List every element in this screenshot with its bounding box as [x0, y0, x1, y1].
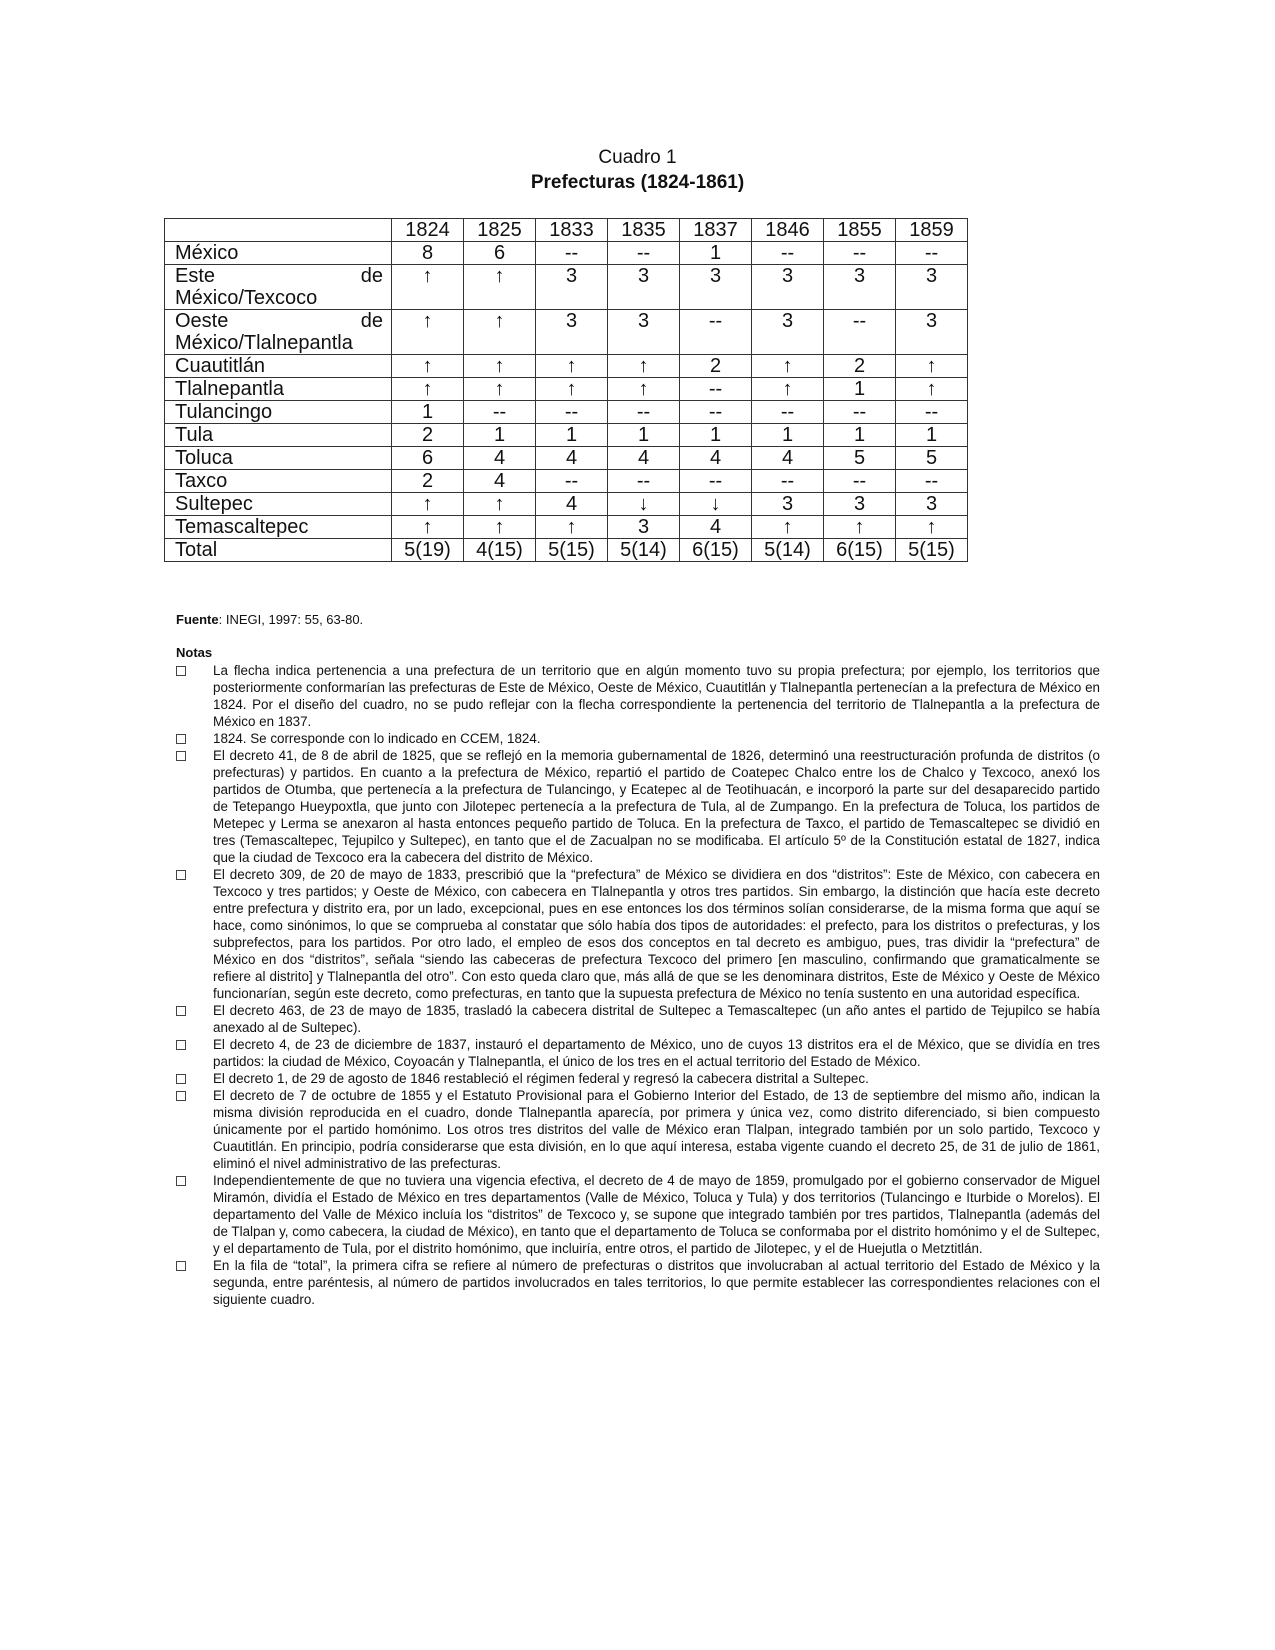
source-text: : INEGI, 1997: 55, 63-80. — [218, 612, 364, 627]
checkbox-bullet-icon — [176, 734, 186, 744]
row-label-word: Este — [175, 265, 216, 287]
table-row — [165, 493, 968, 516]
table-cell: 1 — [464, 424, 536, 447]
note-text: Independientemente de que no tuviera una vigencia efectiva, el decreto de 4 de mayo de 1859, promulgado por el gobierno conservador de Miguel Miramón, dividía el Estado de México en tres departamentos (Valle de México, Toluca y Tula) y dos territorios (Tulancingo e Iturbide o Morelos). El departamento del Valle de México incluía los “distritos” de Texcoco y, se supone que integrado también por tres partidos, Tlalnepantla (además del de Tlalpan y, como cabecera, la ciudad de México), en tanto que el departamento de Toluca se conformaba por el distrito homónimo y el de Sultepec, y el departamento de Tula, por el distrito homónimo, que incluiría, entre otros, el partido de Jilotepec, y el de Huejutla o Metztitlán. — [213, 1173, 1100, 1256]
note-text: El decreto 309, de 20 de mayo de 1833, prescribió que la “prefectura” de México se dividiera en dos “distritos”: Este de México, con cabecera en Texcoco y tres partidos; y Oeste de México, con cabecera en Tlalnepantla y otros tres partidos. Sin embargo, la distinción que hacía este decreto entre prefectura y distrito era, por un lado, excepcional, pues en ese entonces los dos términos solían considerarse, de la misma forma que aquí se hace, como sinónimos, lo que se comprueba al constatar que sólo había dos tipos de autoridades: el prefecto, para los distritos o prefecturas, y los subprefectos, para los partidos. Por otro lado, el empleo de esos dos conceptos en tal decreto es ambiguo, pues, tras dividir la “prefectura” de México en dos “distritos”, señala “siendo las cabeceras de prefectura Texcoco del primero [en masculino, confirmando que gramaticalmente se refiere al distrito] y Tlalnepantla del otro”. Con esto queda claro que, más allá de que se les denominara distritos, Este de México y Oeste de México funcionarían, según este decreto, como prefecturas, en tanto que la supuesta prefectura de México no tenía sustento en una autoridad específica. — [213, 867, 1100, 1001]
table-cell: -- — [752, 242, 824, 265]
table-cell: 4 — [752, 447, 824, 470]
table-cell: ↑ — [536, 516, 608, 539]
table-cell: ↑ — [392, 310, 464, 355]
notes-list — [176, 662, 1100, 1308]
table-cell: 5(15) — [896, 539, 968, 562]
row-label: Tulancingo — [165, 401, 392, 424]
checkbox-bullet-icon — [176, 1074, 186, 1084]
table-cell: ↑ — [464, 516, 536, 539]
header-year: 1835 — [608, 219, 680, 242]
table-cell: ↑ — [536, 355, 608, 378]
table-cell: 1 — [392, 401, 464, 424]
note-item — [176, 1257, 1100, 1308]
note-text: El decreto 1, de 29 de agosto de 1846 restableció el régimen federal y regresó la cabecera distrital a Sultepec. — [213, 1071, 869, 1086]
table-row-total — [165, 539, 968, 562]
table-row — [165, 378, 968, 401]
table-cell: 4 — [536, 447, 608, 470]
table-cell: -- — [680, 470, 752, 493]
note-item — [176, 1087, 1100, 1172]
checkbox-bullet-icon — [176, 1091, 186, 1101]
table-cell: 1 — [680, 242, 752, 265]
table-cell: 1 — [752, 424, 824, 447]
table-row — [165, 470, 968, 493]
row-label-word: Oeste — [175, 310, 229, 332]
table-cell: ↑ — [608, 378, 680, 401]
table-cell: 3 — [752, 310, 824, 355]
table-cell: 5(19) — [392, 539, 464, 562]
table-cell: 5 — [824, 447, 896, 470]
table-cell: 5(15) — [536, 539, 608, 562]
row-label: Temascaltepec — [165, 516, 392, 539]
table-cell: 4 — [536, 493, 608, 516]
table-cell: ↑ — [392, 355, 464, 378]
table-cell: 3 — [608, 516, 680, 539]
table-cell: -- — [824, 242, 896, 265]
table-cell: ↑ — [392, 493, 464, 516]
row-label-line2: México/Tlalnepantla — [175, 332, 353, 354]
table-cell: -- — [464, 401, 536, 424]
checkbox-bullet-icon — [176, 666, 186, 676]
table-cell: ↑ — [752, 355, 824, 378]
table-cell: 3 — [896, 310, 968, 355]
notes-heading: Notas — [176, 645, 213, 660]
table-cell: 6(15) — [824, 539, 896, 562]
row-label: Cuautitlán — [165, 355, 392, 378]
table-cell: ↑ — [896, 355, 968, 378]
table-cell: 2 — [680, 355, 752, 378]
note-text: 1824. Se corresponde con lo indicado en CCEM, 1824. — [213, 731, 541, 746]
row-label: Total — [165, 539, 392, 562]
table-cell: 4 — [464, 470, 536, 493]
prefecturas-table — [164, 218, 968, 562]
row-label-word: de — [360, 310, 383, 332]
row-label: México — [165, 242, 392, 265]
table-cell: 5(14) — [752, 539, 824, 562]
source-label: Fuente — [176, 612, 219, 627]
note-item — [176, 662, 1100, 730]
table-cell: ↑ — [464, 355, 536, 378]
checkbox-bullet-icon — [176, 1040, 186, 1050]
table-cell: 3 — [608, 310, 680, 355]
table-cell: -- — [752, 401, 824, 424]
table-cell: ↑ — [824, 516, 896, 539]
table-cell: -- — [680, 401, 752, 424]
table-row — [165, 516, 968, 539]
table-cell: 6 — [464, 242, 536, 265]
table-cell: ↑ — [896, 378, 968, 401]
table-cell: -- — [608, 470, 680, 493]
header-year: 1846 — [752, 219, 824, 242]
table-cell: ↑ — [896, 516, 968, 539]
table-cell: 1 — [608, 424, 680, 447]
table-cell: 3 — [608, 265, 680, 310]
table-cell: ↑ — [464, 378, 536, 401]
table-cell: -- — [824, 310, 896, 355]
table-cell: 3 — [536, 265, 608, 310]
caption-number: Cuadro 1 — [598, 147, 677, 168]
table-cell: ↑ — [752, 378, 824, 401]
row-label — [165, 265, 392, 310]
table-cell: -- — [896, 470, 968, 493]
table-cell: -- — [680, 378, 752, 401]
row-label-word: de — [360, 265, 383, 287]
table-cell: 1 — [896, 424, 968, 447]
header-empty-cell — [165, 219, 392, 242]
table-cell: 2 — [392, 424, 464, 447]
table-cell: ↑ — [536, 378, 608, 401]
checkbox-bullet-icon — [176, 1261, 186, 1271]
table-cell: 3 — [752, 493, 824, 516]
checkbox-bullet-icon — [176, 751, 186, 761]
table-cell: 5(14) — [608, 539, 680, 562]
table-cell: 4 — [608, 447, 680, 470]
table-cell: -- — [752, 470, 824, 493]
table-cell: -- — [536, 401, 608, 424]
row-label: Tlalnepantla — [165, 378, 392, 401]
table-cell: ↑ — [752, 516, 824, 539]
table-row — [165, 242, 968, 265]
row-label-line2: México/Texcoco — [175, 287, 318, 309]
row-label: Tula — [165, 424, 392, 447]
table-cell: ↓ — [680, 493, 752, 516]
row-label: Toluca — [165, 447, 392, 470]
table-cell: -- — [824, 401, 896, 424]
table-header-row — [165, 219, 968, 242]
table-row — [165, 447, 968, 470]
table-cell: ↑ — [464, 310, 536, 355]
note-item — [176, 747, 1100, 866]
table-row — [165, 310, 968, 355]
table-cell: 3 — [752, 265, 824, 310]
note-text: El decreto de 7 de octubre de 1855 y el Estatuto Provisional para el Gobierno Interior del Estado, de 13 de septiembre del mismo año, indican la misma división reproducida en el cuadro, donde Tlalnepantla aparecía, por primera y única vez, como distrito diferenciado, si bien compuesto únicamente por el partido homónimo. Los otros tres distritos del valle de México eran Tlalpan, integrado también por un solo partido, Texcoco y Cuautitlán. En principio, podría considerarse que esta división, en lo que aquí interesa, estaba vigente cuando el decreto 25, de 31 de julio de 1861, eliminó el nivel administrativo de las prefecturas. — [213, 1088, 1100, 1171]
header-year: 1824 — [392, 219, 464, 242]
note-item — [176, 1036, 1100, 1070]
table-cell: 1 — [824, 424, 896, 447]
note-text: El decreto 41, de 8 de abril de 1825, que se reflejó en la memoria gubernamental de 1826, determinó una reestructuración profunda de distritos (o prefecturas) y partidos. En cuanto a la prefectura de México, repartió el partido de Coatepec Chalco entre los de Chalco y Texcoco, anexó los partidos de Otumba, que pertenecía a la prefectura de Tulancingo, y Ecatepec al de Teotihuacán, e incorporó la parte sur del desaparecido partido de Tetepango Hueypoxtla, que junto con Jilotepec pertenecía a la prefectura de Tula, al de Zumpango. En la prefectura de Toluca, los partidos de Metepec y Lerma se anexaron al hasta entonces pequeño partido de Toluca. En la prefectura de Taxco, el partido de Temascaltepec se dividió en tres (Temascaltepec, Tejupilco y Sultepec), en tanto que el de Zacualpan no se modificaba. El artículo 5º de la Constitución estatal de 1827, indica que la ciudad de Texcoco era la cabecera del distrito de México. — [213, 748, 1100, 865]
table-row — [165, 424, 968, 447]
table-cell: 8 — [392, 242, 464, 265]
table-caption — [0, 146, 1275, 195]
source-line — [176, 612, 363, 627]
table-row — [165, 265, 968, 310]
table-cell: 1 — [536, 424, 608, 447]
checkbox-bullet-icon — [176, 1176, 186, 1186]
header-year: 1837 — [680, 219, 752, 242]
table-cell: 3 — [824, 265, 896, 310]
table-cell: -- — [680, 310, 752, 355]
table-cell: 6 — [392, 447, 464, 470]
note-item — [176, 730, 1100, 747]
table-cell: 6(15) — [680, 539, 752, 562]
table-cell: ↑ — [392, 516, 464, 539]
header-year: 1855 — [824, 219, 896, 242]
table-cell: 3 — [896, 265, 968, 310]
caption-title: Prefecturas (1824-1861) — [530, 172, 745, 193]
table-cell: -- — [608, 401, 680, 424]
row-label: Taxco — [165, 470, 392, 493]
table-cell: 4 — [680, 447, 752, 470]
note-text: En la fila de “total”, la primera cifra se refiere al número de prefecturas o distritos que involucraban al actual territorio del Estado de México y la segunda, entre paréntesis, al número de partidos involucrados en tales territorios, lo que permite establecer las correspondientes relaciones con el siguiente cuadro. — [213, 1258, 1100, 1307]
table-cell: ↑ — [608, 355, 680, 378]
table-cell: -- — [896, 242, 968, 265]
table-cell: 1 — [680, 424, 752, 447]
table-cell: ↓ — [608, 493, 680, 516]
table-cell: -- — [536, 242, 608, 265]
header-year: 1833 — [536, 219, 608, 242]
note-item — [176, 866, 1100, 1002]
checkbox-bullet-icon — [176, 870, 186, 880]
table-cell: ↑ — [392, 265, 464, 310]
table-cell: -- — [824, 470, 896, 493]
table-cell: 4(15) — [464, 539, 536, 562]
table-cell: 3 — [680, 265, 752, 310]
note-text: La flecha indica pertenencia a una prefectura de un territorio que en algún momento tuvo su propia prefectura; por ejemplo, los territorios que posteriormente conformarían las prefecturas de Este de México, Oeste de México, Cuautitlán y Tlalnepantla pertenecían a la prefectura de México en 1824. Por el diseño del cuadro, no se pudo reflejar con la flecha correspondiente la pertenencia del territorio de Tlalnepantla a la prefectura de México en 1837. — [213, 663, 1100, 729]
table-cell: 2 — [824, 355, 896, 378]
table-cell: 4 — [680, 516, 752, 539]
note-item — [176, 1172, 1100, 1257]
table-cell: 1 — [824, 378, 896, 401]
header-year: 1825 — [464, 219, 536, 242]
row-label: Sultepec — [165, 493, 392, 516]
note-text: El decreto 4, de 23 de diciembre de 1837, instauró el departamento de México, uno de cuyos 13 distritos era el de México, que se dividía en tres partidos: la ciudad de México, Coyoacán y Tlalnepantla, el único de los tres en el actual territorio del Estado de México. — [213, 1037, 1100, 1069]
table-row — [165, 401, 968, 424]
table-cell: 5 — [896, 447, 968, 470]
table-cell: 3 — [896, 493, 968, 516]
table-cell: -- — [608, 242, 680, 265]
table-cell: ↑ — [464, 493, 536, 516]
table-cell: 4 — [464, 447, 536, 470]
table-cell: 3 — [536, 310, 608, 355]
table-cell: 2 — [392, 470, 464, 493]
table-cell: -- — [536, 470, 608, 493]
table-row — [165, 355, 968, 378]
table-cell: ↑ — [392, 378, 464, 401]
note-text: El decreto 463, de 23 de mayo de 1835, trasladó la cabecera distrital de Sultepec a Temascaltepec (un año antes el partido de Tejupilco se había anexado al de Sultepec). — [213, 1003, 1100, 1035]
table-cell: 3 — [824, 493, 896, 516]
header-year: 1859 — [896, 219, 968, 242]
note-item — [176, 1002, 1100, 1036]
table-cell: ↑ — [464, 265, 536, 310]
table-cell: -- — [896, 401, 968, 424]
checkbox-bullet-icon — [176, 1006, 186, 1016]
row-label — [165, 310, 392, 355]
note-item — [176, 1070, 1100, 1087]
